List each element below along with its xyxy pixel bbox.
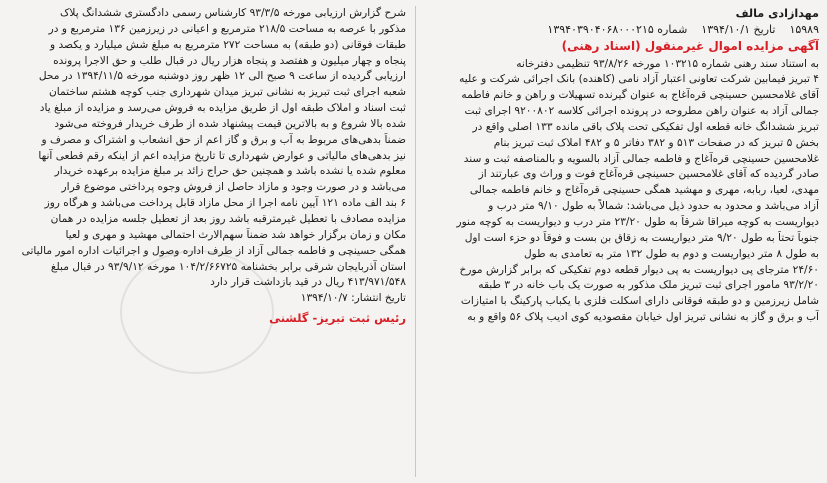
notice-header-title: مهدازادی مالف <box>735 7 819 20</box>
text-line: بخش ۵ تبریز که در صفحات ۵۱۳ و ۳۸۲ دفاتر ۵ و ۴۸۲ املاک ثبت تبریز بنام <box>493 136 819 149</box>
text-line: صادر گردیده که آقای غلامحسین حسینچی قره‌آغاج فوت و وراث وی عبارتند از <box>478 168 819 181</box>
text-line: ۲۴/۶۰ مترجای پی دیواریست به پی دیوار قطعه دوم تفکیکی که برابر گزارش مورخ <box>459 263 819 276</box>
text-line: ۹۳/۲/۲۰ مامور اجرای ثبت تبریز ملک مذکور به صورت یک باب خانه در ۳ طبقه <box>478 279 819 292</box>
text-line: ۴۱۳/۹۷۱/۵۴۸ ریال در قید بازداشت قرار دارد <box>210 276 406 289</box>
text-line: ضمناً بدهی‌های مربوط به آب و برق و گاز اعم از حق انشعاب و اشتراک و مصرف و <box>41 133 406 146</box>
notice-ref-number: ۱۵۹۸۹ <box>789 22 819 36</box>
text-line: شامل زیرزمین و دو طبقه فوقانی دارای اسکلت فلزی با یکباب پارکینگ با امتیازات <box>460 295 819 308</box>
text-line: ۶ بند الف ماده ۱۲۱ آیین نامه اجرا از محل مازاد قابل پرداخت می‌باشد و هرگاه روز <box>44 197 406 210</box>
text-line: همگی حسینچی و فاطمه جمالی آزاد از طرف اداره وصول و اجرائیات اداره امور مالیاتی <box>21 244 406 257</box>
text-line: نیز بدهی‌های مالیاتی و عوارض شهرداری تا تاریخ مزایده اعم از اینکه رقم قطعی آنها <box>38 149 406 162</box>
text-line: آزاد می‌باشد و محدود به حدود ذیل می‌باشد: شمالاً به طول ۹/۱۰ متر درب و <box>488 200 819 213</box>
text-line: دیواریست به کوچه میراقا شرقاً به طول ۲۳/۲۰ متر درب و دیواریست به کوچه منور <box>456 215 819 228</box>
notice-ad-title: آگهی مزایده اموال غیرمنقول (اسناد رهنی) <box>561 38 819 53</box>
notice-right-body <box>415 57 819 326</box>
text-line: مذکور با عرصه به مساحت ۲۱۸/۵ مترمربع و اعیانی در زیرزمین ۱۳۶ مترمربع و در <box>48 22 406 35</box>
text-line: شعبه اجرای ثبت تبریز به نشانی تبریز میدان شهرداری جنب کوچه هشتم ساختمان <box>49 86 406 99</box>
text-line: استان آذربایجان شرقی برابر بخشنامه ۱۰۴/۲/۶۶۷۲۵ مورخه ۹۳/۹/۱۲ در قبال مبلغ <box>50 260 406 273</box>
signature: رئیس ثبت تبریز- گلشنی <box>269 311 406 326</box>
text-line: پنجاه و چهار میلیون و هفتصد و پنجاه هزار ریال در قبال طلب و حق الاجرا پرونده <box>53 54 406 67</box>
text-line: ثبت اسناد و املاک طبقه اول از طریق مزایده به فروش می‌رسد و مزایده از مبلغ یاد <box>39 102 406 115</box>
text-line: به طول ۸ متر دیواریست و دوم به طول ۱۳۲ متر به تعامدی به طول <box>523 247 819 260</box>
notice-left-body <box>8 6 406 291</box>
text-line: غلامحسین حسینچی قره‌آغاج و فاطمه جمالی آزاد بالسویه و بالمناصفه ثبت و سند <box>463 152 819 165</box>
text-line: معلوم شده یا نشده باشد و همچنین حق حراج زائد بر مبلغ مزایده برعهده خریدار <box>54 165 406 178</box>
notice-right-column <box>415 6 819 477</box>
text-line: جنوباً تحتاً به طول ۹/۲۰ متر دیواریست به زقاق بن بست و فوقاً دو حزء است اول <box>464 231 819 244</box>
text-line: آقای غلامحسین حسینچی قره‌آغاج به عنوان گیرنده تسهیلات و راهن و خانم فاطمه <box>461 89 819 102</box>
text-line: ۴ تبریز فیمابین شرکت تعاونی اعتبار آزاد نامی (کاهنده) بانک اجرائی شرکت و علیه <box>459 73 819 86</box>
text-line: تبریز ششدانگ خانه قطعه اول تفکیکی تحت پلاک باقی مانده ۱۳۳ اصلی واقع در <box>472 120 819 133</box>
text-line: به استناد سند رهنی شماره ۱۰۳۲۱۵ مورخه ۹۳/۸/۲۶ تنظیمی دفترخانه <box>516 57 819 70</box>
text-line: شرح گزارش ارزیابی مورخه ۹۳/۳/۵ کارشناس رسمی دادگستری ششدانگ پلاک <box>59 7 406 19</box>
text-line: می‌باشد و در صورت وجود و مازاد حاصل از فروش وجوه پرداختی موضوع قرار <box>61 181 406 194</box>
notice-meta-row <box>415 22 819 38</box>
notice-left-column <box>8 6 406 477</box>
column-divider <box>415 6 416 477</box>
text-line: آب و برق و گاز به نشانی تبریز اول خیابان مقصودیه کوی ادیب پلاک ۵۶ واقع و به <box>467 311 819 324</box>
notice-number: شماره ۱۳۹۴۰۳۹۰۴۰۶۸۰۰۰۲۱۵ <box>547 22 688 36</box>
text-line: شده بالا شروع و به بالاترین قیمت پیشنهاد شده از طرف خریدار فروخته می‌شود <box>54 117 406 130</box>
text-line: طبقات فوقانی (دو طبقه) به مساحت ۲۷۲ مترمربع به مبلغ شش میلیارد و یکصد و <box>50 38 406 51</box>
text-line: مکان و زمان برگزار خواهد شد ضمناً سهم‌الارث احتمالی مهشید و مهری و لعیا <box>65 228 406 241</box>
text-line: مزایده مصادف با تعطیل غیرمترقبه باشد روز بعد از تعطیل جلسه مزایده در همان <box>50 212 406 225</box>
text-line: ارزیابی گردیده از ساعت ۹ صبح الی ۱۲ ظهر روز دوشنبه مورخه ۱۳۹۴/۱۱/۵ در محل <box>38 70 406 83</box>
text-line: جمالی آزاد به عنوان راهن مطروحه در پرونده اجرائی کلاسه ۹۲۰۰۸۰۲ اجرای ثبت <box>464 105 819 118</box>
publish-date: تاریخ انتشار: ۱۳۹۴/۱۰/۷ <box>300 292 406 305</box>
text-line: مهدی، لعیا، ربابه، مهری و مهشید همگی حسینچی قره‌آغاج و خانم فاطمه جمالی <box>469 184 819 197</box>
notice-date: تاریخ ۱۳۹۴/۱۰/۱ <box>701 22 776 36</box>
